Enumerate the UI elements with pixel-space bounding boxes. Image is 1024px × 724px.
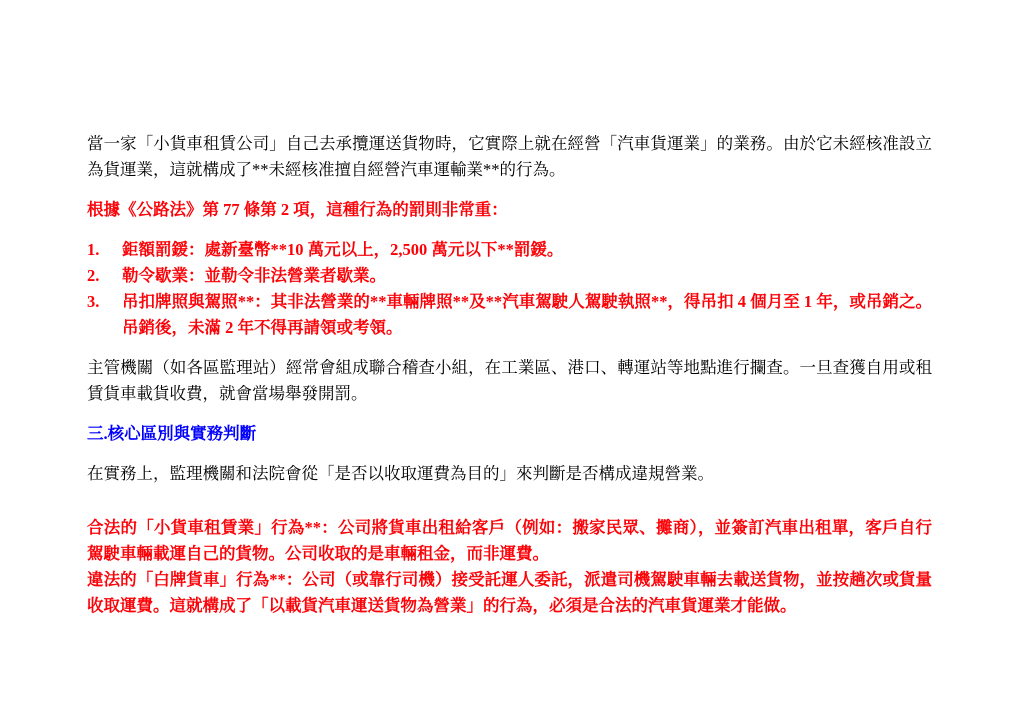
practice-paragraph: 在實務上，監理機關和法院會從「是否以收取運費為目的」來判斷是否構成違規營業。: [87, 464, 714, 483]
intro-paragraph: 當一家「小貨車租賃公司」自己去承攬運送貨物時，它實際上就在經營「汽車貨運業」的業務。由於它未經核准設立為貨運業，這就構成了**未經核准擅自經營汽車運輸業**的行為。: [87, 134, 932, 179]
list-item-text: 勒令歇業：並勒令非法營業者歇業。: [122, 266, 386, 285]
legal-behavior-paragraph: 合法的「小貨車租賃業」行為**：公司將貨車出租給客戶（例如：搬家民眾、攤商），並簽訂汽車出租單，客戶自行駕駛車輛載運自己的貨物。公司收取的是車輛租金，而非運費。: [87, 518, 932, 563]
document-page: [87, 131, 932, 619]
enforcement-paragraph: 主管機關（如各區監理站）經常會組成聯合稽查小組，在工業區、港口、轉運站等地點進行攔查。一旦查獲自用或租賃貨車載貨收費，就會當場舉發開罰。: [87, 358, 932, 403]
list-item-number: 3.: [87, 292, 100, 311]
list-item: [87, 289, 932, 341]
list-item: [87, 263, 932, 289]
section-heading: 三.核心區別與實務判斷: [87, 424, 257, 443]
penalty-list: [87, 237, 932, 341]
list-item-text: 吊扣牌照與駕照**：其非法營業的**車輛牌照**及**汽車駕駛人駕駛執照**，得吊扣 4 個月至 1 年，或吊銷之。吊銷後，未滿 2 年不得再請領或考領。: [122, 292, 933, 337]
list-item: [87, 237, 932, 263]
conclusion-block: [87, 515, 932, 619]
list-item-number: 1.: [87, 240, 100, 259]
penalty-heading: 根據《公路法》第 77 條第 2 項，這種行為的罰則非常重：: [87, 200, 508, 219]
list-item-number: 2.: [87, 266, 100, 285]
list-item-text: 鉅額罰鍰：處新臺幣**10 萬元以上，2,500 萬元以下**罰鍰。: [122, 240, 564, 259]
illegal-behavior-paragraph: 違法的「白牌貨車」行為**：公司（或靠行司機）接受託運人委託，派遣司機駕駛車輛去載送貨物，並按趟次或貨量收取運費。這就構成了「以載貨汽車運送貨物為營業」的行為，必須是合法的汽車貨運業才能做。: [87, 570, 932, 615]
